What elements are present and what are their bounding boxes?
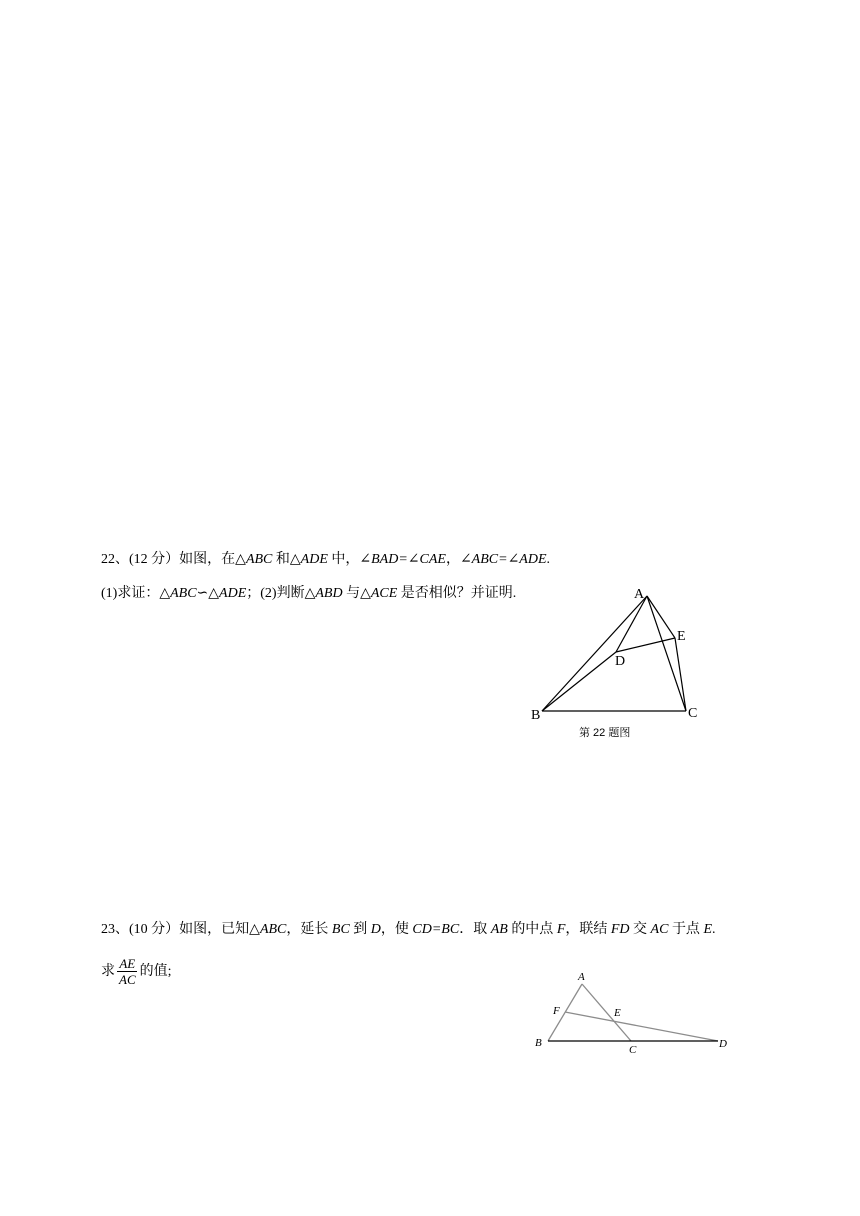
q23-fraction-denominator: AC bbox=[119, 972, 136, 987]
q23-header: 23、(10 分）如图，已知 bbox=[101, 922, 250, 937]
segment-ac bbox=[582, 984, 631, 1041]
q23-text-5: 的中点 bbox=[507, 922, 557, 937]
q23-text-8: 于点 bbox=[668, 922, 704, 937]
q22-end: . bbox=[546, 552, 551, 567]
label-a: A bbox=[578, 971, 585, 983]
q22-condition-1: ∠BAD=∠CAE bbox=[359, 552, 446, 567]
q22-triangle-abd: △ABD bbox=[304, 586, 343, 601]
q23-ask-prefix: 求 bbox=[101, 963, 115, 979]
segment-ae bbox=[647, 596, 675, 638]
label-b: B bbox=[535, 1037, 542, 1049]
q23-text-1: ，延长 bbox=[286, 922, 332, 937]
q23-text-6: ，联结 bbox=[565, 922, 611, 937]
q23-text-4: ．取 bbox=[459, 922, 491, 937]
label-b: B bbox=[531, 708, 541, 723]
segment-ab bbox=[542, 596, 647, 711]
q22-with: 与 bbox=[342, 586, 361, 601]
label-e: E bbox=[614, 1007, 621, 1019]
q23-text-2: 到 bbox=[349, 922, 371, 937]
q22-comma: ， bbox=[445, 552, 460, 567]
q22-header: 22、(12 分）如图，在 bbox=[101, 552, 236, 567]
label-f: F bbox=[553, 1005, 560, 1017]
q23-ab: AB bbox=[490, 922, 508, 937]
segment-fd bbox=[565, 1012, 718, 1041]
q23-e: E bbox=[703, 922, 712, 937]
q23-ac: AC bbox=[650, 922, 669, 937]
q22-triangle-ace: △ACE bbox=[360, 586, 398, 601]
q22-task-2-prefix: ；(2)判断 bbox=[246, 586, 305, 601]
q23-bc: BC bbox=[331, 922, 350, 937]
q23-fraction bbox=[117, 956, 138, 987]
q22-figure bbox=[520, 580, 720, 750]
q22-condition-2: ∠ABC=∠ADE bbox=[459, 552, 547, 567]
label-c: C bbox=[688, 706, 698, 721]
q23-cd-equals-bc: CD=BC bbox=[412, 922, 460, 937]
segment-ac bbox=[647, 596, 686, 711]
q23-ask bbox=[101, 956, 172, 987]
q22-tasks bbox=[101, 585, 516, 603]
q23-text-3: ，使 bbox=[380, 922, 413, 937]
label-d: D bbox=[615, 654, 626, 669]
q22-task-2-suffix: 是否相似？并证明. bbox=[397, 586, 517, 601]
q23-triangle-abc: △ABC bbox=[249, 922, 287, 937]
q22-figure-caption: 第 22 题图 bbox=[579, 727, 631, 739]
q22-triangle-abc: △ABC bbox=[235, 552, 273, 567]
label-e: E bbox=[677, 629, 686, 644]
q23-fd: FD bbox=[610, 922, 630, 937]
segment-bd bbox=[542, 652, 616, 711]
q23-figure bbox=[530, 965, 740, 1060]
q22-task-1-prefix: (1)求证： bbox=[101, 586, 160, 601]
q22-and: 和 bbox=[272, 552, 290, 567]
q23-ask-suffix: 的值; bbox=[139, 963, 172, 979]
q23-d: D bbox=[370, 922, 381, 937]
q23-fraction-numerator: AE bbox=[119, 956, 136, 971]
q22-mid: 中， bbox=[327, 552, 360, 567]
segment-de bbox=[616, 638, 675, 652]
label-a: A bbox=[634, 587, 645, 602]
segment-ec bbox=[675, 638, 686, 711]
q23-text-9: . bbox=[712, 922, 716, 937]
q23-f: F bbox=[556, 922, 566, 937]
q22-triangle-ade: △ADE bbox=[289, 552, 328, 567]
q22-similarity-1: △ABC∽△ADE bbox=[159, 586, 247, 601]
q23-statement bbox=[101, 921, 716, 939]
q23-text-7: 交 bbox=[629, 922, 651, 937]
label-c: C bbox=[629, 1044, 637, 1056]
label-d: D bbox=[719, 1038, 727, 1050]
q22-statement bbox=[101, 551, 550, 569]
